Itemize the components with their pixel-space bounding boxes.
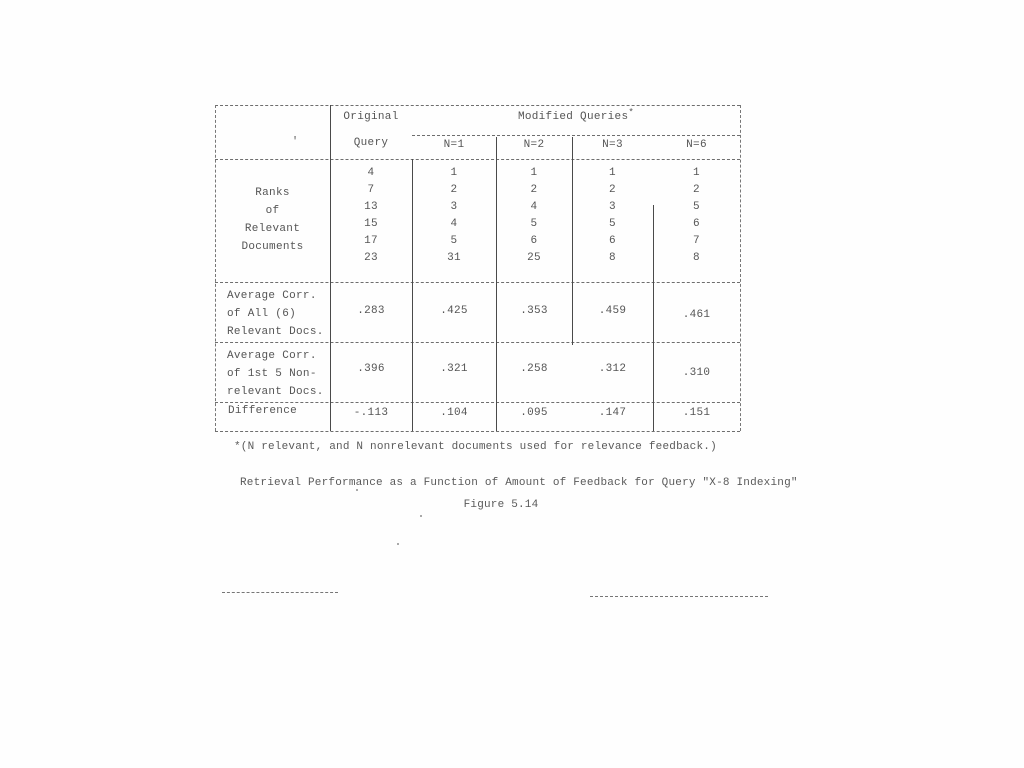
modified-queries-header bbox=[412, 107, 740, 123]
difference-value-n6: .151 bbox=[682, 407, 711, 419]
table-left-border bbox=[215, 105, 216, 431]
rank-value: 5 bbox=[609, 218, 616, 230]
avg-relevant-value-n3: .459 bbox=[598, 305, 627, 317]
ranks-label-line: Documents bbox=[241, 241, 304, 253]
rank-value: 15 bbox=[364, 218, 378, 230]
rank-value: 1 bbox=[450, 167, 458, 179]
ranks-column-n3 bbox=[572, 165, 653, 267]
col-header-n3: N=3 bbox=[602, 139, 623, 151]
rank-value: 31 bbox=[447, 252, 461, 264]
avg-relevant-underline bbox=[215, 342, 740, 343]
col-header-n6: N=6 bbox=[686, 139, 707, 151]
rank-value: 6 bbox=[693, 218, 700, 230]
rank-value: 8 bbox=[609, 252, 616, 264]
ranks-section-underline bbox=[215, 282, 740, 283]
avg-nonrelevant-value-n2: .258 bbox=[520, 363, 548, 375]
ranks-label-line: of bbox=[265, 205, 280, 217]
rank-value: 1 bbox=[609, 167, 616, 179]
ranks-label-line: Relevant bbox=[244, 223, 301, 235]
avg-nonrelevant-value-n3: .312 bbox=[598, 363, 627, 375]
avg-nonrelevant-value-n6: .310 bbox=[682, 367, 711, 379]
table-top-border bbox=[215, 105, 740, 106]
table-right-border bbox=[740, 105, 741, 431]
rank-value: 7 bbox=[367, 184, 375, 196]
rank-value: 2 bbox=[693, 184, 700, 196]
rank-value: 1 bbox=[530, 167, 538, 179]
rank-value: 23 bbox=[364, 252, 378, 264]
rank-value: 1 bbox=[693, 167, 700, 179]
col-header-n1: N=1 bbox=[443, 139, 465, 151]
avg-relevant-value-n1: .425 bbox=[440, 305, 468, 317]
header-underline bbox=[215, 159, 740, 160]
difference-value-n1: .104 bbox=[440, 407, 468, 419]
scan-speck bbox=[397, 543, 399, 545]
table-bottom-border bbox=[215, 431, 740, 432]
footnote-asterisk-mark: * bbox=[628, 107, 635, 118]
scan-speck bbox=[420, 515, 422, 517]
ranks-column-n1 bbox=[412, 165, 496, 267]
rank-value: 5 bbox=[530, 218, 538, 230]
avg-relevant-value-n6: .461 bbox=[682, 309, 711, 321]
difference-value-n2: .095 bbox=[520, 407, 548, 419]
difference-value-original: -.113 bbox=[353, 407, 389, 419]
figure-caption: Retrieval Performance as a Function of Amount of Feedback for Query "X-8 Indexing" bbox=[240, 477, 798, 489]
rank-value: 13 bbox=[364, 201, 378, 213]
avg-nonrelevant-label-line: of 1st 5 Non- bbox=[227, 368, 317, 380]
rank-value: 3 bbox=[450, 201, 458, 213]
ranks-column-original bbox=[330, 165, 412, 267]
avg-relevant-label-line: Average Corr. bbox=[227, 290, 317, 302]
original-header-line2: Query bbox=[353, 137, 389, 149]
rank-value: 8 bbox=[693, 252, 700, 264]
avg-nonrelevant-underline bbox=[215, 402, 740, 403]
rank-value: 6 bbox=[609, 235, 616, 247]
avg-nonrelevant-value-n1: .321 bbox=[440, 363, 468, 375]
scan-artifact-line-left bbox=[222, 592, 338, 593]
avg-nonrelevant-value-original: .396 bbox=[357, 363, 385, 375]
rank-value: 2 bbox=[530, 184, 538, 196]
rank-value: 7 bbox=[693, 235, 700, 247]
rank-value: 6 bbox=[530, 235, 538, 247]
avg-nonrelevant-row-label bbox=[227, 347, 330, 401]
avg-nonrelevant-label-line: relevant Docs. bbox=[227, 386, 324, 398]
ranks-row-label bbox=[215, 184, 330, 256]
avg-relevant-row-label bbox=[227, 287, 330, 341]
table-footnote: *(N relevant, and N nonrelevant documents used for relevance feedback.) bbox=[234, 441, 717, 453]
scan-artifact-line-right bbox=[590, 596, 768, 597]
rank-value: 5 bbox=[693, 201, 700, 213]
stray-tick-mark: ' bbox=[291, 136, 299, 148]
col-header-n2: N=2 bbox=[523, 139, 545, 151]
avg-relevant-value-original: .283 bbox=[357, 305, 385, 317]
figure-number-label: Figure 5.14 bbox=[463, 499, 539, 511]
rank-value: 17 bbox=[364, 235, 378, 247]
original-header-line1: Original bbox=[343, 111, 399, 123]
rank-value: 4 bbox=[450, 218, 458, 230]
rank-value: 4 bbox=[367, 167, 375, 179]
rank-value: 4 bbox=[530, 201, 538, 213]
ranks-column-n2 bbox=[496, 165, 572, 267]
rank-value: 3 bbox=[609, 201, 616, 213]
modified-queries-underline bbox=[412, 135, 740, 136]
avg-relevant-value-n2: .353 bbox=[520, 305, 548, 317]
avg-relevant-label-line: of All (6) bbox=[227, 308, 297, 320]
scan-speck bbox=[356, 489, 358, 491]
avg-relevant-label-line: Relevant Docs. bbox=[227, 326, 324, 338]
avg-nonrelevant-label-line: Average Corr. bbox=[227, 350, 317, 362]
rank-value: 2 bbox=[609, 184, 616, 196]
rank-value: 2 bbox=[450, 184, 458, 196]
rank-value: 25 bbox=[527, 252, 541, 264]
ranks-label-line: Ranks bbox=[255, 187, 290, 199]
ranks-column-n6 bbox=[653, 165, 740, 267]
rank-value: 5 bbox=[450, 235, 458, 247]
modified-queries-label: Modified Queries bbox=[517, 111, 629, 123]
label-column-divider bbox=[330, 105, 331, 431]
difference-row-label: Difference bbox=[228, 405, 298, 417]
results-table bbox=[215, 105, 740, 432]
difference-value-n3: .147 bbox=[598, 407, 627, 419]
